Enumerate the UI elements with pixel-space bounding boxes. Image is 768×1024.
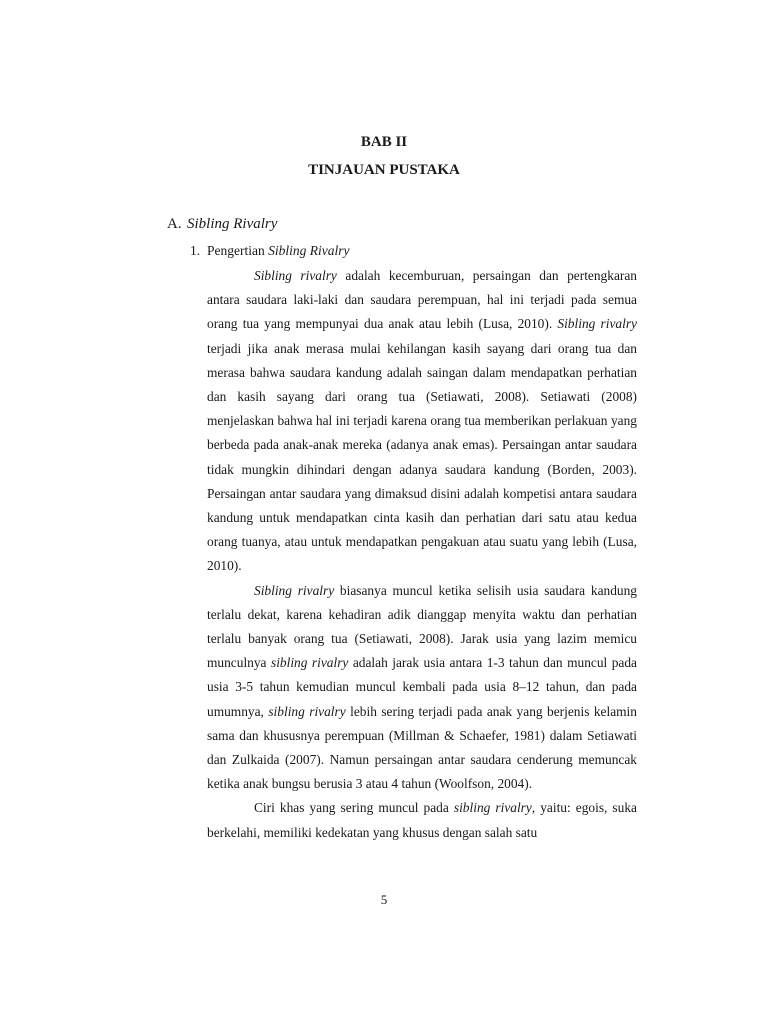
section-title: Sibling Rivalry (187, 216, 278, 232)
subsection-heading (190, 243, 349, 259)
text-run: Ciri khas yang sering muncul pada (254, 800, 454, 816)
italic-term: sibling rivalry (270, 655, 349, 671)
chapter-number: BAB II (360, 134, 408, 150)
body-text (207, 264, 637, 845)
paragraph (207, 796, 637, 844)
italic-term: Sibling rivalry (254, 582, 335, 598)
text-run: terjadi jika anak merasa mulai kehilangan kasih sayang dari orang tua dan merasa bahwa saudara kandung adalah saingan dalam mendapatkan perhatian dan kasih sayang dari orang tua (Setiawati, 2008). Setiawati (2008) menjelaskan bahwa hal ini terjadi karena orang tua memberikan perlakuan yang berbeda pada anak-anak mereka (adanya anak emas). Persaingan antar saudara tidak mungkin dihindari dengan adanya saudara kandung (Borden, 2003). Persaingan antar saudara yang dimaksud disini adalah kompetisi antara saudara kandung untuk mendapatkan cinta kasih dan perhatian dari satu atau kedua orang tuanya, atau untuk mendapatkan pengakuan atau suatu yang lebih (Lusa, 2010). (207, 340, 637, 574)
subsection-label: Pengertian (207, 243, 265, 258)
text-run: biasanya muncul ketika selisih usia saudara kandung terlalu dekat, karena kehadiran adik dianggap menyita waktu dan perhatian terlalu banyak orang tua (Setiawati, 2008). Jarak usia yang lazim memicu munculnya (207, 582, 637, 671)
text-run: adalah kecemburuan, persaingan dan pertengkaran antara saudara laki-laki dan saudara perempuan, hal ini terjadi pada semua orang tua yang mempunyai dua anak atau lebih (Lusa, 2010). (207, 268, 637, 332)
italic-term: sibling rivalry (453, 800, 532, 816)
subsection-number: 1. (190, 243, 201, 258)
italic-term: sibling rivalry (268, 703, 346, 719)
text-run: adalah jarak usia antara 1-3 tahun dan muncul pada usia 3-5 tahun kemudian muncul kembali pada usia 8–12 tahun, dan pada umumnya, (207, 655, 637, 719)
section-heading (167, 216, 277, 233)
italic-term: Sibling rivalry (557, 316, 637, 332)
italic-term: Sibling rivalry (254, 268, 337, 283)
paragraph (207, 579, 637, 797)
chapter-title: TINJAUAN PUSTAKA (308, 162, 460, 178)
page-number: 5 (380, 892, 388, 907)
text-run: , yaitu: egois, suka berkelahi, memiliki kedekatan yang khusus dengan salah satu (207, 800, 637, 840)
section-letter: A. (167, 216, 182, 232)
paragraph (207, 264, 637, 579)
text-run: lebih sering terjadi pada anak yang berjenis kelamin sama dan khususnya perempuan (Millman & Schaefer, 1981) dalam Setiawati dan Zulkaida (2007). Namun persaingan antar saudara cenderung memuncak ketika anak bungsu berusia 3 atau 4 tahun (Woolfson, 2004). (207, 703, 637, 792)
subsection-term: Sibling Rivalry (268, 243, 350, 258)
